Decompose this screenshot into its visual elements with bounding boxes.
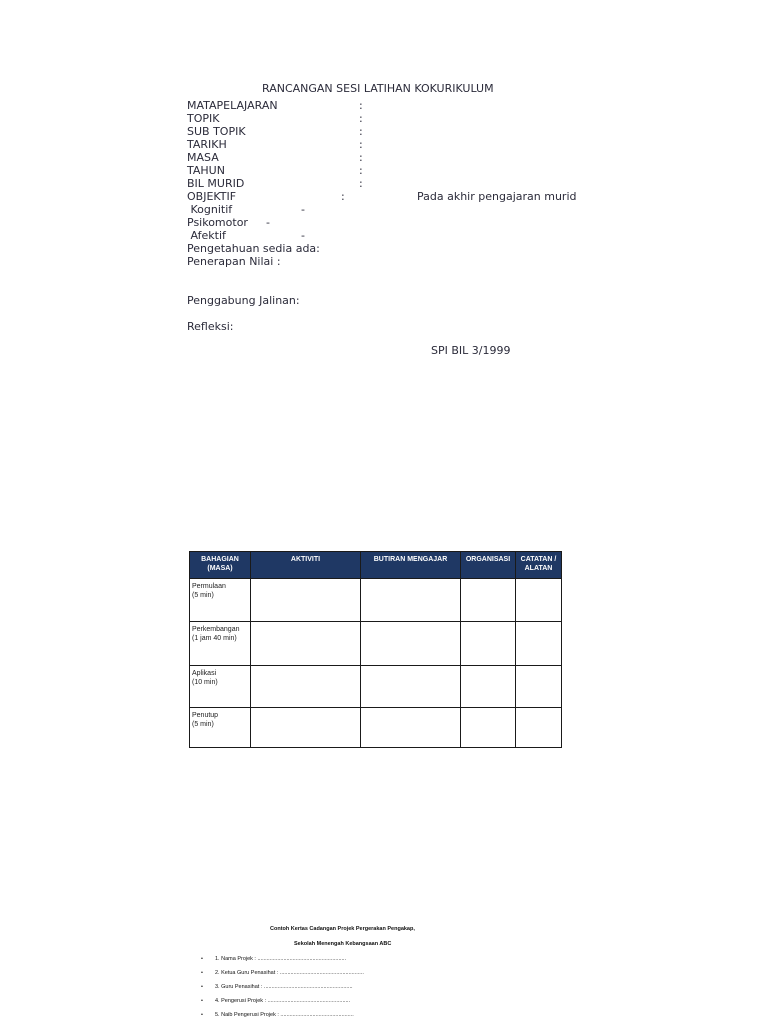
domain-kognitif: Kognitif bbox=[187, 203, 233, 216]
domain-sep: - bbox=[301, 203, 305, 216]
list-item: 1. Nama Projek : .......................................................... bbox=[215, 956, 347, 962]
bullet: • bbox=[201, 1012, 203, 1018]
bullet: • bbox=[201, 984, 203, 990]
proposal-subtitle: Sekolah Menengah Kebangsaan ABC bbox=[294, 941, 392, 947]
table-row bbox=[190, 666, 562, 708]
field-sep: : bbox=[359, 99, 363, 112]
bullet: • bbox=[201, 970, 203, 976]
header-bahagian: BAHAGIAN (MASA) bbox=[190, 552, 251, 579]
domain-sep: - bbox=[301, 229, 305, 242]
header-aktiviti: AKTIVITI bbox=[251, 552, 361, 579]
field-label-tarikh: TARIKH bbox=[187, 138, 227, 151]
table-row bbox=[190, 622, 562, 666]
table-row bbox=[190, 579, 562, 622]
pengetahuan-label: Pengetahuan sedia ada: bbox=[187, 242, 320, 255]
field-sep: : bbox=[359, 151, 363, 164]
cell-aktiviti[interactable] bbox=[251, 666, 361, 708]
list-item: 3. Guru Penasihat : .......................................................... bbox=[215, 984, 353, 990]
field-label-matapelajaran: MATAPELAJARAN bbox=[187, 99, 278, 112]
cell-butiran[interactable] bbox=[361, 579, 461, 622]
cell-bahagian: Penutup (5 min) bbox=[190, 708, 251, 748]
cell-bahagian: Perkembangan (1 jam 40 min) bbox=[190, 622, 251, 666]
table-header-row bbox=[190, 552, 562, 579]
table-row bbox=[190, 708, 562, 748]
field-sep: : bbox=[359, 138, 363, 151]
field-sep: : bbox=[359, 112, 363, 125]
penerapan-label: Penerapan Nilai : bbox=[187, 255, 281, 268]
field-label-tahun: TAHUN bbox=[187, 164, 225, 177]
refleksi-label: Refleksi: bbox=[187, 320, 234, 333]
field-sep: : bbox=[359, 125, 363, 138]
proposal-title: Contoh Kertas Cadangan Projek Pergerakan Pengakap, bbox=[270, 926, 415, 932]
objektif-sep: : bbox=[341, 190, 345, 203]
cell-aktiviti[interactable] bbox=[251, 579, 361, 622]
cell-catatan[interactable] bbox=[516, 622, 562, 666]
lesson-table bbox=[189, 551, 562, 748]
form-title: RANCANGAN SESI LATIHAN KOKURIKULUM bbox=[262, 82, 494, 95]
cell-aktiviti[interactable] bbox=[251, 708, 361, 748]
cell-organisasi[interactable] bbox=[461, 622, 516, 666]
objektif-label: OBJEKTIF bbox=[187, 190, 237, 203]
cell-organisasi[interactable] bbox=[461, 666, 516, 708]
cell-organisasi[interactable] bbox=[461, 708, 516, 748]
header-organisasi: ORGANISASI bbox=[461, 552, 516, 579]
domain-sep: - bbox=[266, 216, 270, 229]
cell-butiran[interactable] bbox=[361, 622, 461, 666]
domain-psikomotor: Psikomotor bbox=[187, 216, 248, 229]
field-label-topik: TOPIK bbox=[187, 112, 220, 125]
cell-catatan[interactable] bbox=[516, 579, 562, 622]
cell-bahagian: Permulaan (5 min) bbox=[190, 579, 251, 622]
cell-catatan[interactable] bbox=[516, 708, 562, 748]
bullet: • bbox=[201, 998, 203, 1004]
list-item: 4. Pengerusi Projek : ...................................................... bbox=[215, 998, 351, 1004]
field-label-sub-topik: SUB TOPIK bbox=[187, 125, 246, 138]
spi-reference: SPI BIL 3/1999 bbox=[431, 344, 511, 357]
header-butiran-mengajar: BUTIRAN MENGAJAR bbox=[361, 552, 461, 579]
list-item: 2. Ketua Guru Penasihat : ....................................................... bbox=[215, 970, 364, 976]
list-item: 5. Naib Pengerusi Projek : ................................................ bbox=[215, 1012, 354, 1018]
field-label-masa: MASA bbox=[187, 151, 219, 164]
field-sep: : bbox=[359, 164, 363, 177]
objektif-text: Pada akhir pengajaran murid bbox=[417, 190, 577, 203]
field-label-bil-murid: BIL MURID bbox=[187, 177, 245, 190]
cell-catatan[interactable] bbox=[516, 666, 562, 708]
field-sep: : bbox=[359, 177, 363, 190]
domain-afektif: Afektif bbox=[187, 229, 226, 242]
cell-organisasi[interactable] bbox=[461, 579, 516, 622]
bullet: • bbox=[201, 956, 203, 962]
cell-bahagian: Aplikasi (10 min) bbox=[190, 666, 251, 708]
cell-butiran[interactable] bbox=[361, 666, 461, 708]
penggabung-label: Penggabung Jalinan: bbox=[187, 294, 300, 307]
cell-aktiviti[interactable] bbox=[251, 622, 361, 666]
cell-butiran[interactable] bbox=[361, 708, 461, 748]
header-catatan-alatan: CATATAN / ALATAN bbox=[516, 552, 562, 579]
